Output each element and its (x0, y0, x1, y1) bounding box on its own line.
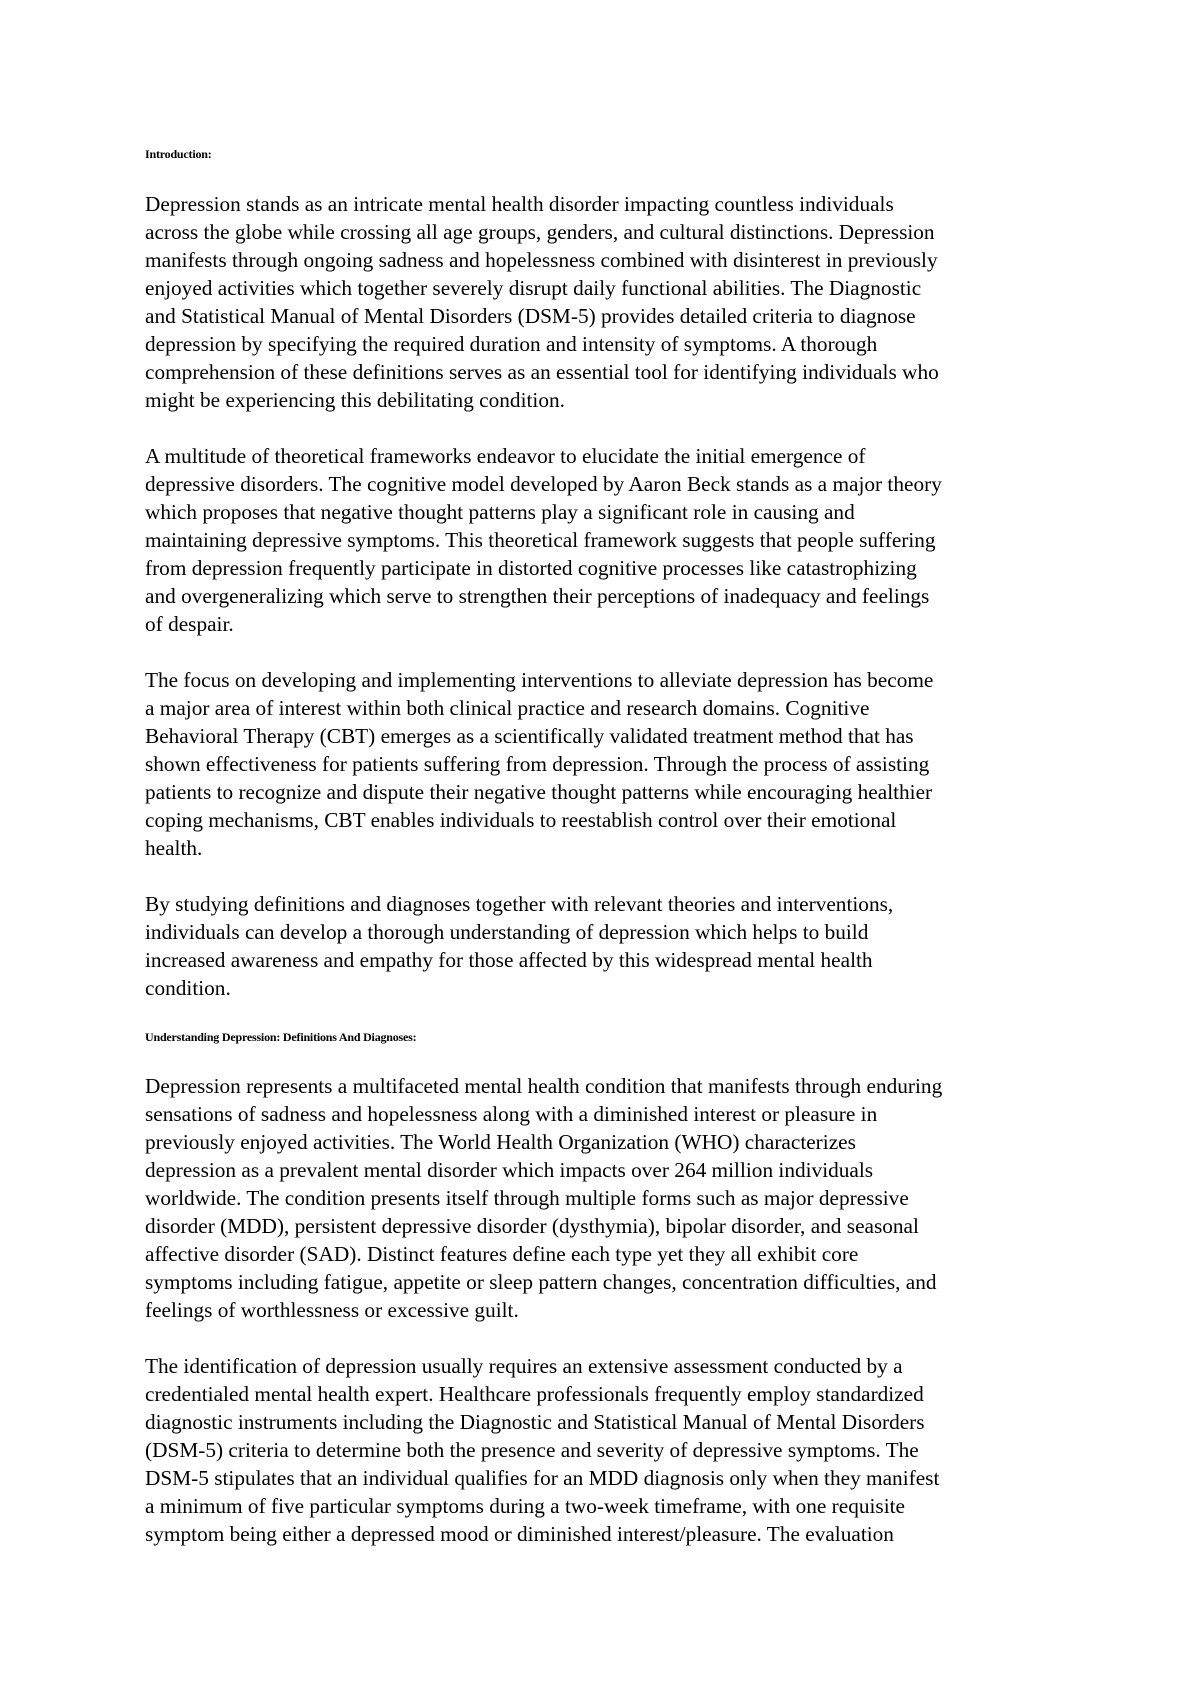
text-line: which proposes that negative thought patterns play a significant role in causing and (145, 500, 855, 524)
paragraph (145, 890, 1070, 1002)
text-line: worldwide. The condition presents itself through multiple forms such as major depressive (145, 1186, 909, 1210)
text-line: A multitude of theoretical frameworks endeavor to elucidate the initial emergence of (145, 444, 866, 468)
text-line: symptoms including fatigue, appetite or sleep pattern changes, concentration difficulties, and (145, 1270, 937, 1294)
paragraph (145, 666, 1070, 862)
text-line: manifests through ongoing sadness and hopelessness combined with disinterest in previously (145, 248, 938, 272)
text-line: diagnostic instruments including the Diagnostic and Statistical Manual of Mental Disorders (145, 1410, 925, 1434)
section-heading-introduction: Introduction: (145, 147, 212, 161)
text-line: might be experiencing this debilitating condition. (145, 388, 565, 412)
text-line: symptom being either a depressed mood or diminished interest/pleasure. The evaluation (145, 1522, 894, 1546)
text-line: comprehension of these definitions serves as an essential tool for identifying individuals who (145, 360, 939, 384)
text-line: feelings of worthlessness or excessive guilt. (145, 1298, 519, 1322)
text-line: Behavioral Therapy (CBT) emerges as a scientifically validated treatment method that has (145, 724, 914, 748)
text-line: credentialed mental health expert. Healthcare professionals frequently employ standardized (145, 1382, 924, 1406)
text-line: coping mechanisms, CBT enables individuals to reestablish control over their emotional (145, 808, 897, 832)
document-page (145, 145, 1070, 1548)
text-line: and overgeneralizing which serve to strengthen their perceptions of inadequacy and feelings (145, 584, 930, 608)
text-line: enjoyed activities which together severely disrupt daily functional abilities. The Diagnostic (145, 276, 922, 300)
text-line: sensations of sadness and hopelessness along with a diminished interest or pleasure in (145, 1102, 878, 1126)
text-line: disorder (MDD), persistent depressive disorder (dysthymia), bipolar disorder, and seasonal (145, 1214, 919, 1238)
text-line: health. (145, 836, 203, 860)
text-line: Depression stands as an intricate mental health disorder impacting countless individuals (145, 192, 894, 216)
text-line: DSM-5 stipulates that an individual qualifies for an MDD diagnosis only when they manifest (145, 1466, 940, 1490)
paragraph (145, 1352, 1070, 1548)
paragraph (145, 1072, 1070, 1324)
section-heading-understanding-depression: Understanding Depression: Definitions And Diagnoses: (145, 1030, 417, 1044)
paragraph (145, 442, 1070, 638)
text-line: a major area of interest within both clinical practice and research domains. Cognitive (145, 696, 870, 720)
text-line: affective disorder (SAD). Distinct features define each type yet they all exhibit core (145, 1242, 859, 1266)
text-line: depression by specifying the required duration and intensity of symptoms. A thorough (145, 332, 878, 356)
text-line: previously enjoyed activities. The World Health Organization (WHO) characterizes (145, 1130, 856, 1154)
text-line: Depression represents a multifaceted mental health condition that manifests through enduring (145, 1074, 943, 1098)
text-line: shown effectiveness for patients suffering from depression. Through the process of assisting (145, 752, 930, 776)
text-line: The identification of depression usually requires an extensive assessment conducted by a (145, 1354, 903, 1378)
text-line: of despair. (145, 612, 234, 636)
paragraph (145, 190, 1070, 414)
text-line: from depression frequently participate in distorted cognitive processes like catastrophizing (145, 556, 917, 580)
text-line: condition. (145, 976, 231, 1000)
text-line: (DSM-5) criteria to determine both the presence and severity of depressive symptoms. The (145, 1438, 919, 1462)
text-line: across the globe while crossing all age groups, genders, and cultural distinctions. Depression (145, 220, 935, 244)
text-line: The focus on developing and implementing interventions to alleviate depression has become (145, 668, 934, 692)
text-line: depressive disorders. The cognitive model developed by Aaron Beck stands as a major theory (145, 472, 942, 496)
text-line: patients to recognize and dispute their negative thought patterns while encouraging healthier (145, 780, 933, 804)
text-line: individuals can develop a thorough understanding of depression which helps to build (145, 920, 869, 944)
text-line: a minimum of five particular symptoms during a two-week timeframe, with one requisite (145, 1494, 905, 1518)
text-line: and Statistical Manual of Mental Disorders (DSM-5) provides detailed criteria to diagnose (145, 304, 916, 328)
text-line: By studying definitions and diagnoses together with relevant theories and interventions, (145, 892, 894, 916)
text-line: increased awareness and empathy for those affected by this widespread mental health (145, 948, 873, 972)
text-line: depression as a prevalent mental disorder which impacts over 264 million individuals (145, 1158, 874, 1182)
text-line: maintaining depressive symptoms. This theoretical framework suggests that people suffering (145, 528, 936, 552)
